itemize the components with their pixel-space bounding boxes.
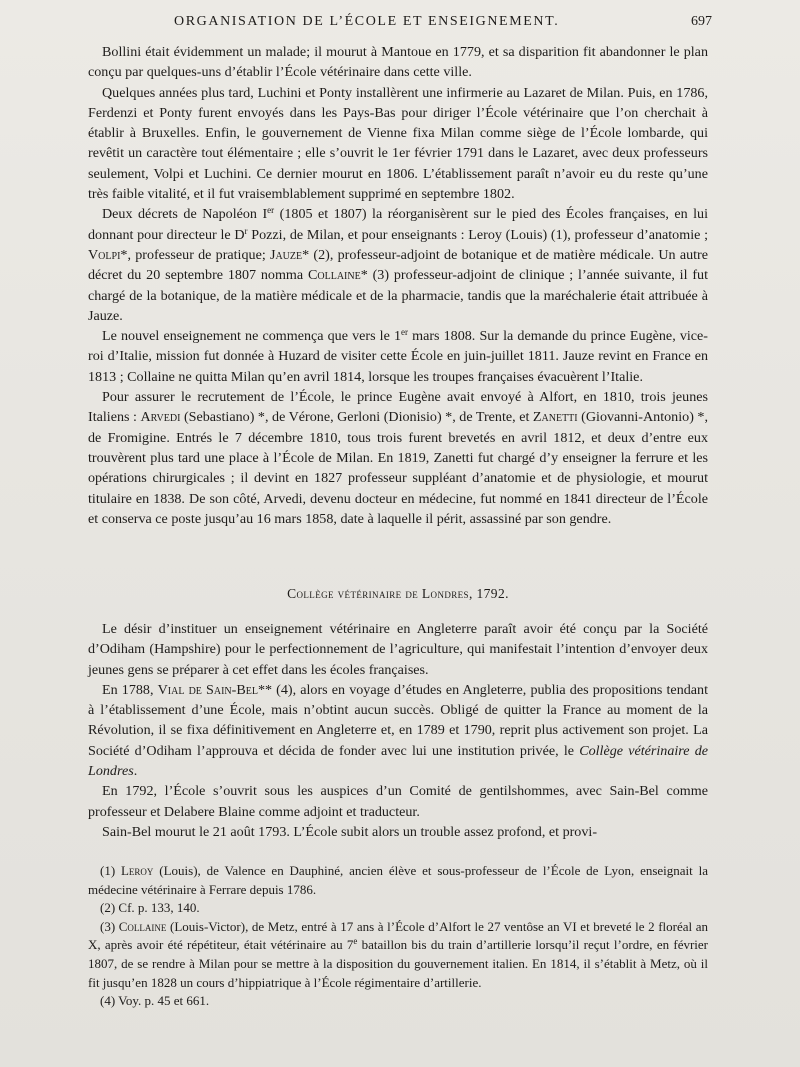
name-zanetti: Zanetti xyxy=(532,409,578,426)
main-text-section xyxy=(88,619,708,842)
name-arvedi: Arvedi xyxy=(140,409,181,426)
paragraph: Deux décrets de Napoléon Ier (1805 et 1807) la réorganisèrent sur le pied des Écoles françaises, en lui donnant pour directeur le $D^r$ Pozzi, de Milan, et pour enseignants : Leroy (Louis) (1), professeur d’anatomie ; Volpi*, professeur de pratique; Jauze* (2), professeur-adjoint de botanique et de matière médicale. Un autre décret du 20 septembre 1807 nomma Collaine* (3) professeur-adjoint de clinique ; l’année suivante, il fut chargé de la botanique, de la matière médicale et de la pharmacie, tandis que la maréchalerie était attribuée à Jauze. xyxy=(88,205,708,324)
paragraph: Bollini était évidemment un malade; il mourut à Mantoue en 1779, et sa disparition fit abandonner le plan conçu par quelques-uns d’établir l’École vétérinaire dans cette ville. xyxy=(88,44,708,81)
paragraph: Pour assurer le recrutement de l’École, le prince Eugène avait envoyé à Alfort, en 1810, trois jeunes Italiens : Arvedi (Sebastiano) *, de Vérone, Gerloni (Dionisio) *, de Trente, et Zanetti (Giovanni-Antonio) *, de Fromigine. Entrés le 7 décembre 1810, tous trois furent brevetés en avril 1812, et deux d’entre eux trouvèrent plus tard une place à l’École de Milan. En 1819, Zanetti fut chargé d’y enseigner la ferrure et les opérations chirurgicales ; il devint en 1827 professeur suppléant d’anatomie et de physiologie, et mourut titulaire en 1838. De son côté, Arvedi, devenu docteur en médecine, fut nommé en 1841 directeur de l’École et conserva ce poste jusqu’au 16 mars 1858, date à laquelle il périt, assassiné par son gendre. xyxy=(88,389,708,527)
paragraph: Le nouvel enseignement ne commença que vers le 1er mars 1808. Sur la demande du prince Eugène, vice-roi d’Italie, mission fut donnée à Huzard de visiter cette École en juin-juillet 1811. Jauze revint en France en 1813 ; Collaine ne quitta Milan qu’en avril 1814, lorsque les troupes françaises évacuèrent l’Italie. xyxy=(88,327,708,385)
paragraph: Sain-Bel mourut le 21 août 1793. L’École subit alors un trouble assez profond, et provi- xyxy=(102,823,598,840)
footnote-divider xyxy=(88,848,708,849)
section-heading: Collège vétérinaire de Londres, 1792. xyxy=(287,586,509,601)
name-collaine: Collaine xyxy=(307,267,361,284)
paragraph: Le désir d’instituer un enseignement vétérinaire en Angleterre paraît avoir été conçu par la Société d’Odiham (Hampshire) pour le perfectionnement de l’agriculture, qui manifestait l’intention d’envoyer deux jeunes gens se préparer à cet effet dans les écoles françaises. xyxy=(88,621,708,678)
paragraph: En 1788, Vial de Sain-Bel** (4), alors en voyage d’études en Angleterre, publia des propositions tendant à l’établissement d’une École, mais n’obtint aucun succès. Obligé de quitter la France au moment de la Révolution, il se fixa définitivement en Angleterre et, en 1789 et 1790, reprit plus activement son projet. La Société d’Odiham l’approuva et décida de fonder avec lui une institution privée, le Collège vétérinaire de Londres. xyxy=(88,681,709,780)
page-number: 697 xyxy=(691,14,712,29)
paragraph: Quelques années plus tard, Luchini et Ponty installèrent une infirmerie au Lazaret de Milan. Puis, en 1786, Ferdenzi et Ponty furent envoyés dans les Pays-Bas pour diriger l’École vétérinaire que l’on cherchait à établir à Bruxelles. Enfin, le gouvernement de Vienne fixa Milan comme siège de l’École lombarde, qui revêtit un caractère tout élémentaire ; elle s’ouvrit le 1er février 1791 dans le Lazaret, avec deux professeurs seulement, Volpi et Luchini. Ce dernier mourut en 1806. L’établissement paraît n’avoir eu du reste qu’une très faible vitalité, et il fut vraisemblablement supprimé en septembre 1802. xyxy=(88,84,708,203)
footnote: (2) Cf. p. 133, 140. xyxy=(100,900,200,916)
paragraph: En 1792, l’École s’ouvrit sous les auspices d’un Comité de gentilshommes, avec Sain-Bel comme professeur et Delabere Blaine comme adjoint et traducteur. xyxy=(88,783,708,820)
college-name: Collège vétérinaire de Londres xyxy=(88,742,708,780)
footnotes xyxy=(88,862,708,1011)
main-text xyxy=(88,42,708,529)
footnote: (4) Voy. p. 45 et 661. xyxy=(100,993,210,1009)
running-title: ORGANISATION DE L’ÉCOLE ET ENSEIGNEMENT. xyxy=(174,14,560,29)
footnote: (3) Collaine (Louis-Victor), de Metz, entré à 17 ans à l’École d’Alfort le 27 ventôse an VI et breveté le 2 floréal an X, après avoir été répétiteur, était vétérinaire au 7e bataillon bis du train d’artillerie lorsqu’il reçut l’ordre, en février 1807, de se rendre à Milan pour se mettre à la disposition du gouvernement italien. En 1814, il s’établit à Metz, où il fit jusqu’en 1828 un cours d’hippiatrique à l’École régimentaire d’artillerie. xyxy=(88,918,709,990)
name-volpi: Volpi xyxy=(88,246,121,263)
footnote: (1) Leroy (Louis), de Valence en Dauphiné, ancien élève et sous-professeur de l’École de Lyon, enseignait la médecine vétérinaire à Ferrare depuis 1786. xyxy=(88,863,708,897)
name-jauze: Jauze xyxy=(269,246,303,263)
running-header xyxy=(88,14,712,38)
name-vial-de-sain-bel: Vial de Sain-Bel xyxy=(157,681,258,698)
